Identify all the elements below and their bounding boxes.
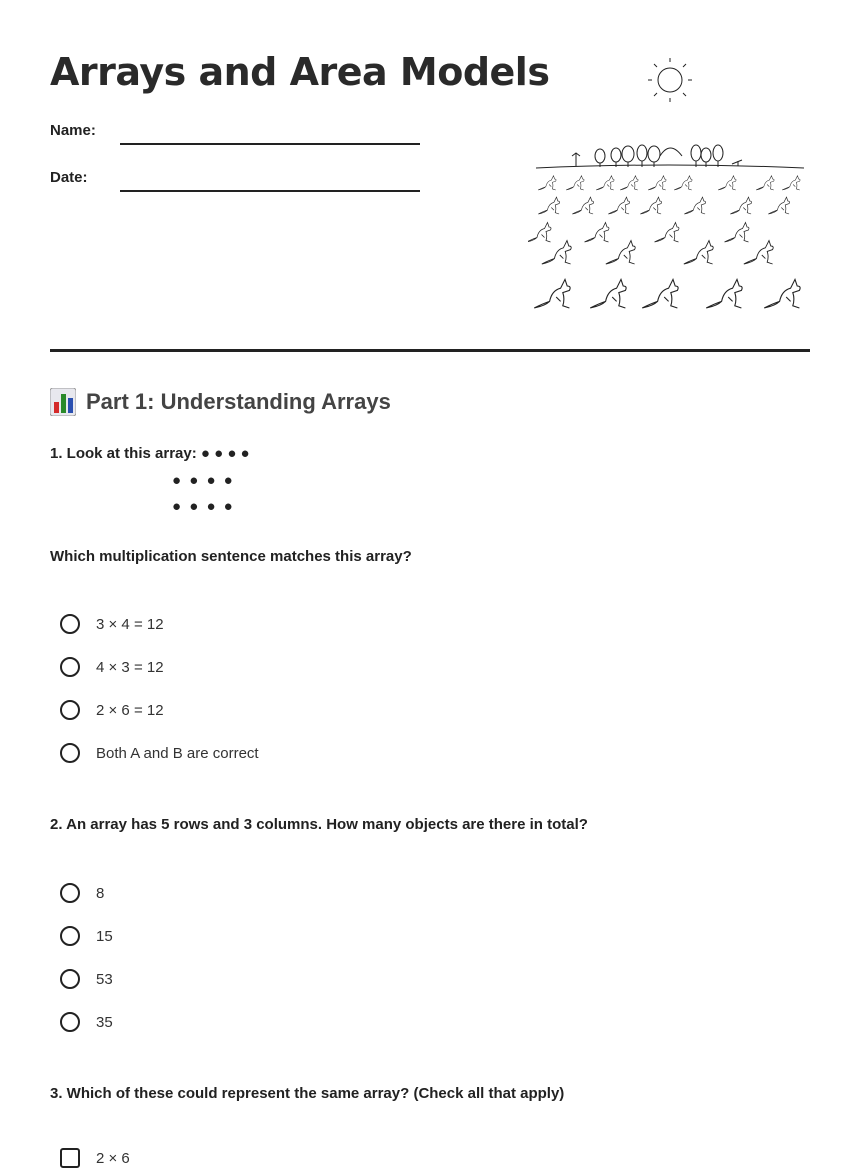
kangaroo-icon [674,176,692,190]
bar-chart-icon [50,388,76,416]
option-label: 35 [96,1013,113,1031]
kangaroo-icon [684,197,705,214]
kangaroo-icon [606,241,635,264]
q2-option-b[interactable] [60,926,113,946]
kangaroo-icon [706,279,742,308]
kangaroo-icon [542,241,571,264]
q1-option-b[interactable] [60,657,164,677]
page-title: Arrays and Area Models [50,50,550,94]
option-label: 3 × 4 = 12 [96,615,164,633]
q1-option-a[interactable] [60,614,164,634]
kangaroo-icon [768,197,789,214]
kangaroo-icon [534,279,570,308]
question-1-prompt: 1. Look at this array: ● ● ● ● [50,445,250,462]
option-label: 53 [96,970,113,988]
kangaroo-icon [538,176,556,190]
radio-button[interactable] [60,700,80,720]
kangaroo-icon [590,279,626,308]
radio-button[interactable] [60,1012,80,1032]
section-title-text: Part 1: Understanding Arrays [86,389,391,414]
radio-button[interactable] [60,969,80,989]
date-field[interactable] [120,190,420,192]
question-3-prompt: 3. Which of these could represent the same array? (Check all that apply) [50,1085,565,1102]
radio-button[interactable] [60,657,80,677]
option-label: 4 × 3 = 12 [96,658,164,676]
kangaroo-icon [608,197,629,214]
q2-option-d[interactable] [60,1012,113,1032]
checkbox[interactable] [60,1148,80,1168]
question-1-text: Which multiplication sentence matches this array? [50,548,412,565]
name-label: Name: [50,122,96,139]
kangaroo-icon [730,197,751,214]
option-label: 2 × 6 = 12 [96,701,164,719]
radio-button[interactable] [60,883,80,903]
header-divider [50,349,810,352]
kangaroo-icon [725,223,750,243]
kangaroo-icon [782,176,800,190]
array-row: ● ● ● ● [172,498,235,515]
kangaroo-icon [572,197,593,214]
kangaroo-icon [538,197,559,214]
section-title-part1 [50,388,391,416]
question-2-prompt: 2. An array has 5 rows and 3 columns. How many objects are there in total? [50,816,588,833]
option-label: 15 [96,927,113,945]
q1-option-d[interactable] [60,743,259,763]
kangaroo-icon [640,197,661,214]
kangaroo-icon [718,176,736,190]
date-label: Date: [50,169,88,186]
kangaroo-icon [655,223,680,243]
sun-icon [648,58,692,102]
kangaroo-landscape-illustration [528,58,810,328]
kangaroo-icon [744,241,773,264]
name-field[interactable] [120,143,420,145]
q2-option-a[interactable] [60,883,104,903]
kangaroo-icon [684,241,713,264]
kangaroo-icon [648,176,666,190]
tree-icon [572,145,742,167]
kangaroo-group [528,176,800,308]
kangaroo-icon [585,223,610,243]
q1-option-c[interactable] [60,700,164,720]
kangaroo-icon [764,279,800,308]
radio-button[interactable] [60,614,80,634]
array-row: ● ● ● ● [172,472,235,489]
q3-option-a[interactable] [60,1148,130,1168]
option-label: 2 × 6 [96,1149,130,1167]
radio-button[interactable] [60,926,80,946]
kangaroo-icon [642,279,678,308]
option-label: 8 [96,884,105,902]
kangaroo-icon [528,223,551,243]
kangaroo-icon [596,176,614,190]
kangaroo-icon [620,176,638,190]
kangaroo-icon [566,176,584,190]
q2-option-c[interactable] [60,969,113,989]
kangaroo-icon [756,176,774,190]
radio-button[interactable] [60,743,80,763]
option-label: Both A and B are correct [96,744,259,762]
